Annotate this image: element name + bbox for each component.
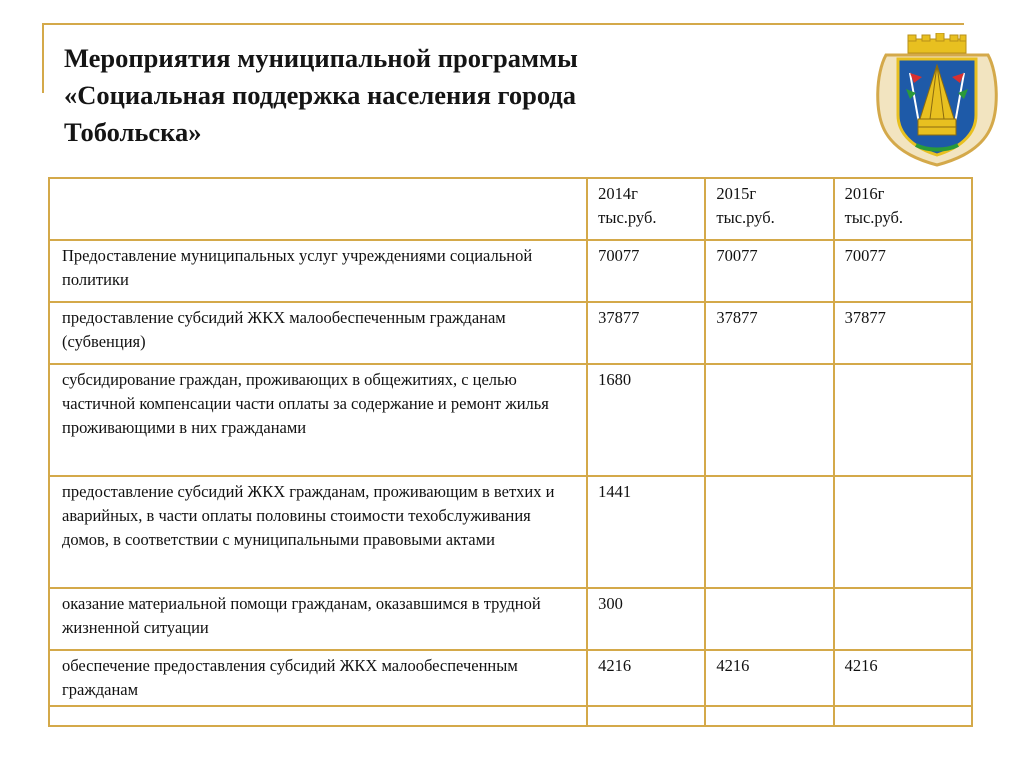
value-2016 [834,588,972,650]
value-2015: 70077 [705,240,833,302]
value-2015 [705,476,833,588]
table-row [49,476,972,588]
header-cell-2015 [705,178,833,240]
value-2015 [705,588,833,650]
value-2014: 1680 [587,364,705,476]
value-2016: 4216 [834,650,972,706]
value-2016: 37877 [834,302,972,364]
title-line-3: Тобольска» [64,117,202,147]
value-2014: 70077 [587,240,705,302]
value-2014: 1441 [587,476,705,588]
title-line-2: «Социальная поддержка населения города [64,80,577,110]
value-2014: 4216 [587,650,705,706]
header-unit: тыс.руб. [598,208,657,227]
funding-table [48,177,973,727]
value-2016: 70077 [834,240,972,302]
title-line-1: Мероприятия муниципальной программы [64,43,578,73]
table-empty-row [49,706,972,726]
header-year: 2014г [598,184,638,203]
value-2016 [834,476,972,588]
table-row [49,364,972,476]
table-row [49,650,972,706]
value-2016 [834,364,972,476]
frame-top-line [42,23,964,25]
row-label: субсидирование граждан, проживающих в общежитиях, с целью частичной компенсации части оплаты за содержание и ремонт жилья проживающими в них гражданами [49,364,587,476]
header-empty-cell [49,178,587,240]
table-header-row [49,178,972,240]
header-cell-2016 [834,178,972,240]
page-title [64,40,824,151]
empty-cell [834,706,972,726]
row-label: оказание материальной помощи гражданам, оказавшимся в трудной жизненной ситуации [49,588,587,650]
row-label: обеспечение предоставления субсидий ЖКХ малообеспеченным гражданам [49,650,587,706]
table-row [49,588,972,650]
table-row [49,240,972,302]
value-2015 [705,364,833,476]
header-year: 2016г [844,184,885,203]
header-unit: тыс.руб. [716,208,775,227]
empty-cell [49,706,587,726]
row-label: Предоставление муниципальных услуг учреждениями социальной политики [49,240,587,302]
row-label: предоставление субсидий ЖКХ гражданам, проживающим в ветхих и аварийных, в части оплаты половины стоимости техобслуживания домов, в соответствии с муниципальными правовыми актами [49,476,587,588]
table-row [49,302,972,364]
frame-left-line [42,23,44,93]
header-cell-2014 [587,178,705,240]
crown-icon [908,33,966,53]
header-unit: тыс.руб. [844,208,904,227]
value-2015: 4216 [705,650,833,706]
value-2015: 37877 [705,302,833,364]
header-year: 2015г [716,184,757,203]
row-label: предоставление субсидий ЖКХ малообеспеченным гражданам (субвенция) [49,302,587,364]
value-2014: 37877 [587,302,705,364]
empty-cell [705,706,833,726]
value-2014: 300 [587,588,705,650]
empty-cell [587,706,705,726]
coat-of-arms-emblem [872,33,1002,167]
